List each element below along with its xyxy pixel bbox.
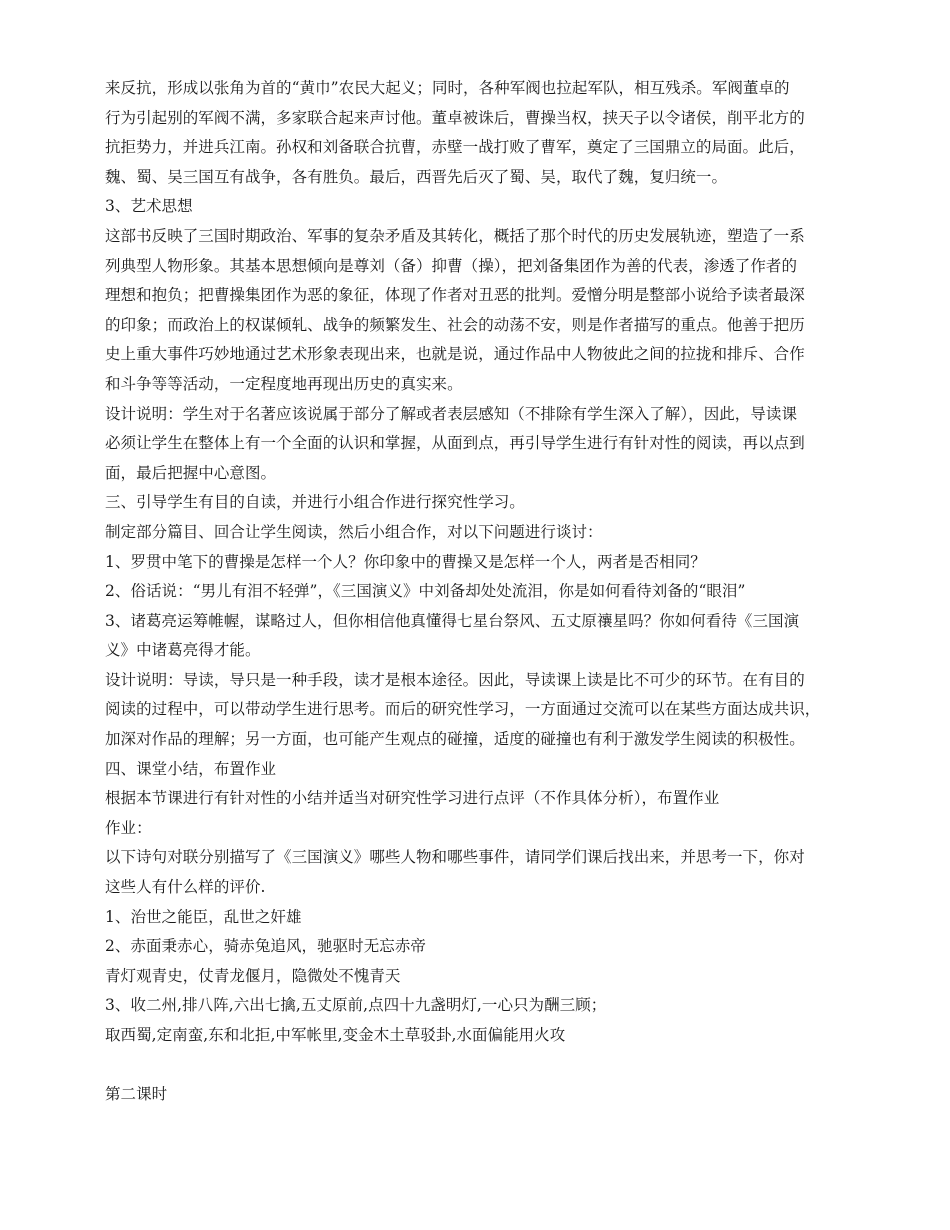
text-line: 青灯观青史，仗青龙偃月，隐微处不愧青天 [105,966,401,985]
text-line: 以下诗句对联分别描写了《三国演义》哪些人物和哪些事件，请同学们课后找出来，并思考一下，你对 [105,848,805,867]
text-line: 3、诸葛亮运筹帷幄，谋略过人，但你相信他真懂得七星台祭风、五丈原禳星吗？你如何看待《三国演 [105,611,800,630]
text-line: 义》中诸葛亮得才能。 [105,641,261,660]
text-line: 抗拒势力，并进兵江南。孙权和刘备联合抗曹，赤壁一战打败了曹军，奠定了三国鼎立的局面。此后， [105,138,805,157]
text-line: 作业： [105,818,152,837]
text-line: 这些人有什么样的评价. [105,878,266,897]
text-line: 必须让学生在整体上有一个全面的认识和掌握，从面到点，再引导学生进行有针对性的阅读，再以点到 [105,434,805,453]
text-line: 和斗争等等活动，一定程度地再现出历史的真实来。 [105,374,463,393]
text-line: 3、收二州,排八阵,六出七擒,五丈原前,点四十九盏明灯,一心只为酬三顾； [105,996,607,1015]
text-line: 取西蜀,定南蛮,东和北拒,中军帐里,变金木土草驳卦,水面偏能用火攻 [105,1026,566,1044]
text-line: 列典型人物形象。其基本思想倾向是尊刘（备）抑曹（操），把刘备集团作为善的代表，渗透了作者的 [105,256,798,275]
text-line: 的印象；而政治上的权谋倾轧、战争的频繁发生、社会的动荡不安，则是作者描写的重点。他善于把历 [105,315,805,334]
text-line: 这部书反映了三国时期政治、军事的复杂矛盾及其转化，概括了那个时代的历史发展轨迹，塑造了一系 [105,226,805,245]
text-line: 来反抗，形成以张角为首的“黄巾”农民大起义；同时，各种军阀也拉起军队，相互残杀。军阀董卓的 [105,79,790,97]
text-line: 三、引导学生有目的自读，并进行小组合作进行探究性学习。 [105,493,525,512]
text-line: 根据本节课进行有针对性的小结并适当对研究性学习进行点评（不作具体分析），布置作业 [105,789,720,808]
text-line: 面，最后把握中心意图。 [105,463,277,482]
text-line: 1、罗贯中笔下的曹操是怎样一个人？你印象中的曹操又是怎样一个人，两者是否相同？ [105,552,706,571]
text-line: 四、课堂小结，布置作业 [105,759,277,778]
text-line: 2、赤面秉赤心，骑赤兔追风，驰驱时无忘赤帝 [105,937,426,956]
section-gap [105,1051,852,1080]
lesson-heading: 第二课时 [105,1084,168,1103]
text-line: 设计说明：学生对于名著应该说属于部分了解或者表层感知（不排除有学生深入了解），因此，导读课 [105,404,798,423]
text-line: 魏、蜀、吴三国互有战争，各有胜负。最后，西晋先后灭了蜀、吴，取代了魏，复归统一。 [105,167,728,186]
text-line: 设计说明：导读，导只是一种手段，读才是根本途径。因此，导读课上读是比不可少的环节。在有目的 [105,670,805,689]
text-line: 制定部分篇目、回合让学生阅读，然后小组合作，对以下问题进行谈讨： [105,522,603,541]
document-body [105,74,852,1051]
text-line: 1、治世之能臣，乱世之奸雄 [105,907,302,926]
text-line: 理想和抱负；把曹操集团作为恶的象征，体现了作者对丑恶的批判。爱憎分明是整部小说给予读者最深 [105,286,805,305]
text-line: 行为引起别的军阀不满，多家联合起来声讨他。董卓被诛后，曹操当权，挟天子以令诸侯，削平北方的 [105,108,805,127]
text-line: 3、艺术思想 [105,197,193,216]
text-line: 2、俗话说：“男儿有泪不轻弹”，《三国演义》中刘备却处处流泪，你是如何看待刘备的“眼泪” [105,582,746,601]
text-line: 加深对作品的理解；另一方面，也可能产生观点的碰撞，适度的碰撞也有利于激发学生阅读的积极性。 [105,730,805,749]
text-line: 史上重大事件巧妙地通过艺术形象表现出来，也就是说，通过作品中人物彼此之间的拉拢和排斥、合作 [105,345,805,364]
text-line: 阅读的过程中，可以带动学生进行思考。而后的研究性学习，一方面通过交流可以在某些方面达成共识， [105,700,821,719]
